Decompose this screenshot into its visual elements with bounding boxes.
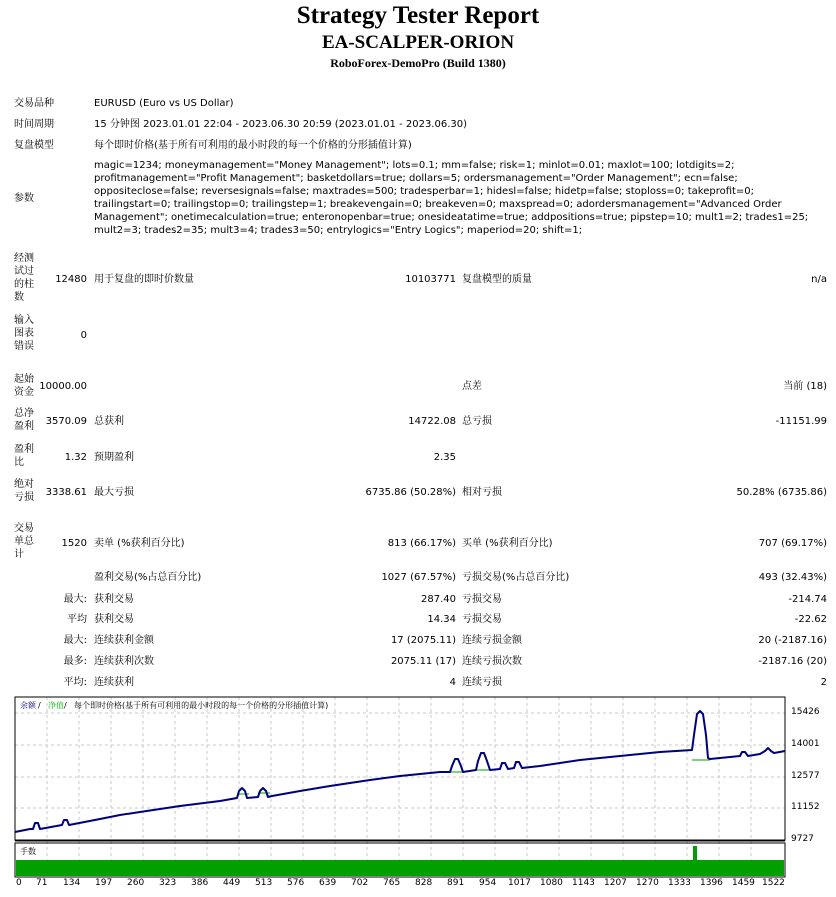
balance-chart [0,690,836,897]
errors-label [14,314,40,353]
x-tick: 197 [95,878,113,888]
row-left-label: 获利交易 [94,614,134,625]
short-label: 卖单 (%获利百分比) [94,538,185,549]
row-right-label: 连续亏损次数 [462,656,522,667]
x-tick: 828 [415,878,433,888]
x-tick: 1270 [636,878,659,888]
bars-value: 12480 [55,274,87,285]
x-tick: 134 [63,878,81,888]
total-trades-label-line: 单总 [14,536,34,547]
deposit-label [14,373,40,399]
row-right-value: -22.62 [794,614,827,625]
bars-label-line: 试过 [14,266,34,277]
expected-value: 2.35 [433,452,456,463]
spread-label: 点差 [462,381,482,392]
ticks-value: 10103771 [405,274,456,285]
errors-label-line: 输入 [14,315,34,326]
x-tick: 71 [36,878,48,888]
symbol-label: 交易品种 [14,98,54,109]
rel-dd-label: 相对亏损 [462,487,502,498]
abs-dd-label-line: 绝对 [14,479,34,490]
net-label-line: 盈利 [14,421,34,432]
abs-dd-label [14,478,40,504]
chart-canvas [0,690,836,897]
pf-label-line: 盈利 [14,444,34,455]
bars-label [14,252,40,304]
legend-sep: / [38,701,41,710]
deposit-label-line: 资金 [14,387,34,398]
pf-label-line: 比 [14,457,24,468]
bars-label-line: 数 [14,292,24,303]
pf-value: 1.32 [64,452,87,463]
gross-loss-label: 总亏损 [462,416,492,427]
x-tick: 765 [383,878,401,888]
x-tick: 386 [191,878,209,888]
row-right-label: 连续亏损 [462,677,502,688]
max-dd-value: 6735.86 (50.28%) [365,487,456,498]
x-tick: 1396 [700,878,723,888]
x-tick: 576 [287,878,305,888]
row-right-value: -2187.16 (20) [758,656,827,667]
deposit-label-line: 起始 [14,374,34,385]
row-right-value: 20 (-2187.16) [758,635,827,646]
profit-trades-label: 盈利交易(%占总百分比) [94,572,202,583]
server-name: RoboForex-DemoPro (Build 1380) [330,56,506,70]
legend-sep: / [64,701,67,710]
x-tick: 1459 [732,878,755,888]
main-frame [15,697,785,840]
x-tick: 1333 [668,878,691,888]
period-value: 15 分钟图 2023.01.01 22:04 - 2023.06.30 20:59 (2023.01.01 - 2023.06.30) [94,119,468,130]
row-left-label: 获利交易 [94,594,134,605]
x-tick: 1143 [572,878,595,888]
spread-value: 当前 (18) [783,381,827,392]
bars-label-line: 的柱 [14,279,34,290]
rel-dd-value: 50.28% (6735.86) [736,487,827,498]
volume-label: 手数 [20,847,36,856]
legend-equity: 净值 [48,701,64,710]
profit-trades-value: 1027 (67.57%) [381,572,456,583]
row-prefix: 最大: [63,635,87,646]
quality-label: 复盘模型的质量 [462,274,532,285]
total-trades-label [14,522,40,561]
volume-spike [693,846,697,860]
abs-dd-label-line: 亏损 [14,492,34,503]
x-tick: 0 [16,878,22,888]
row-left-label: 连续获利 [94,677,134,688]
x-tick: 639 [319,878,337,888]
volume-bars [16,860,784,876]
x-tick: 1207 [604,878,627,888]
quality-value: n/a [811,274,827,285]
long-value: 707 (69.17%) [758,538,827,549]
x-tick: 323 [159,878,177,888]
balance-line [15,711,785,832]
total-trades-label-line: 交易 [14,523,34,534]
row-left-value: 287.40 [421,594,456,605]
symbol-value: EURUSD (Euro vs US Dollar) [94,98,234,109]
net-value: 3570.09 [45,416,87,427]
legend-balance: 余额 [20,701,36,710]
loss-trades-label: 亏损交易(%占总百分比) [462,572,570,583]
row-left-value: 17 (2075.11) [390,635,456,646]
period-label: 时间周期 [14,119,54,130]
row-right-label: 连续亏损金额 [462,635,522,646]
legend-model: 每个即时价格(基于所有可利用的最小时段的每一个价格的分形插值计算) [74,701,329,710]
expected-label: 预期盈利 [94,452,134,463]
row-prefix: 最多: [63,656,87,667]
y-tick: 12577 [791,771,820,781]
params-value: magic=1234; moneymanagement="Money Management"; lots=0.1; mm=false; risk=1; minlot=0.01; maxlot=100; lotdigits=2; profitmanagement="Profit Management"; basketdollars=true; dollars=5; ordersmanagement="Order Management"; ecn=false; oppositeclose=false; reversesignals=false; maxtrades=500; tradesperbar=1; hidesl=false; hidetp=false; stoploss=0; takeprofit=0; trailingstart=0; trailingstop=0; trailingstep=1; breakevengain=0; breakeven=0; maxspread=0; adordersmanagement="Advanced Order Management"; onetimecalculation=true; enteronopenbar=true; onesideatatime=true; addpositions=true; pipstep=10; mult1=2; trades1=25; mult2=3; trades2=35; mult3=4; trades3=50; entrylogics="Entry Logics"; maperiod=20; shift=1; [94,160,809,236]
deposit-value: 10000.00 [39,381,87,392]
x-tick: 1017 [508,878,531,888]
model-label: 复盘模型 [14,140,54,151]
x-tick: 260 [127,878,145,888]
loss-trades-value: 493 (32.43%) [758,572,827,583]
errors-label-line: 错误 [14,341,34,352]
row-left-value: 2075.11 (17) [390,656,456,667]
abs-dd-value: 3338.61 [45,487,87,498]
net-label-line: 总净 [14,408,34,419]
ticks-label: 用于复盘的即时价数量 [94,274,194,285]
gross-profit-value: 14722.08 [408,416,456,427]
gross-profit-label: 总获利 [94,416,124,427]
gross-loss-value: -11151.99 [775,416,827,427]
x-tick: 513 [255,878,273,888]
total-trades-label-line: 计 [14,549,24,560]
x-tick: 891 [447,878,465,888]
grid [15,697,785,877]
row-right-value: 2 [820,677,827,688]
x-tick: 954 [479,878,497,888]
expert-name: EA-SCALPER-ORION [321,32,515,53]
row-right-label: 亏损交易 [462,614,502,625]
y-tick: 9727 [791,834,814,844]
x-tick: 449 [223,878,241,888]
y-tick: 15426 [791,707,820,717]
errors-value: 0 [80,330,87,341]
model-value: 每个即时价格(基于所有可利用的最小时段的每一个价格的分形插值计算) [94,140,412,151]
x-tick: 1522 [762,878,785,888]
y-tick: 14001 [791,739,820,749]
row-prefix: 平均 [67,614,87,625]
params-label: 参数 [14,193,34,204]
pf-label [14,443,40,469]
net-label [14,407,40,433]
row-right-label: 亏损交易 [462,594,502,605]
total-trades-value: 1520 [61,538,87,549]
row-left-value: 14.34 [427,614,456,625]
row-left-value: 4 [449,677,456,688]
row-prefix: 最大: [63,594,87,605]
y-tick: 11152 [791,802,820,812]
row-right-value: -214.74 [788,594,827,605]
long-label: 买单 (%获利百分比) [462,538,553,549]
x-tick: 1080 [540,878,563,888]
errors-label-line: 图表 [14,328,34,339]
row-prefix: 平均: [63,677,87,688]
row-left-label: 连续获利金额 [94,635,154,646]
bars-label-line: 经测 [14,253,34,264]
report-title: Strategy Tester Report [296,2,540,29]
short-value: 813 (66.17%) [387,538,456,549]
row-left-label: 连续获利次数 [94,656,154,667]
max-dd-label: 最大亏损 [94,487,134,498]
x-tick: 702 [351,878,369,888]
